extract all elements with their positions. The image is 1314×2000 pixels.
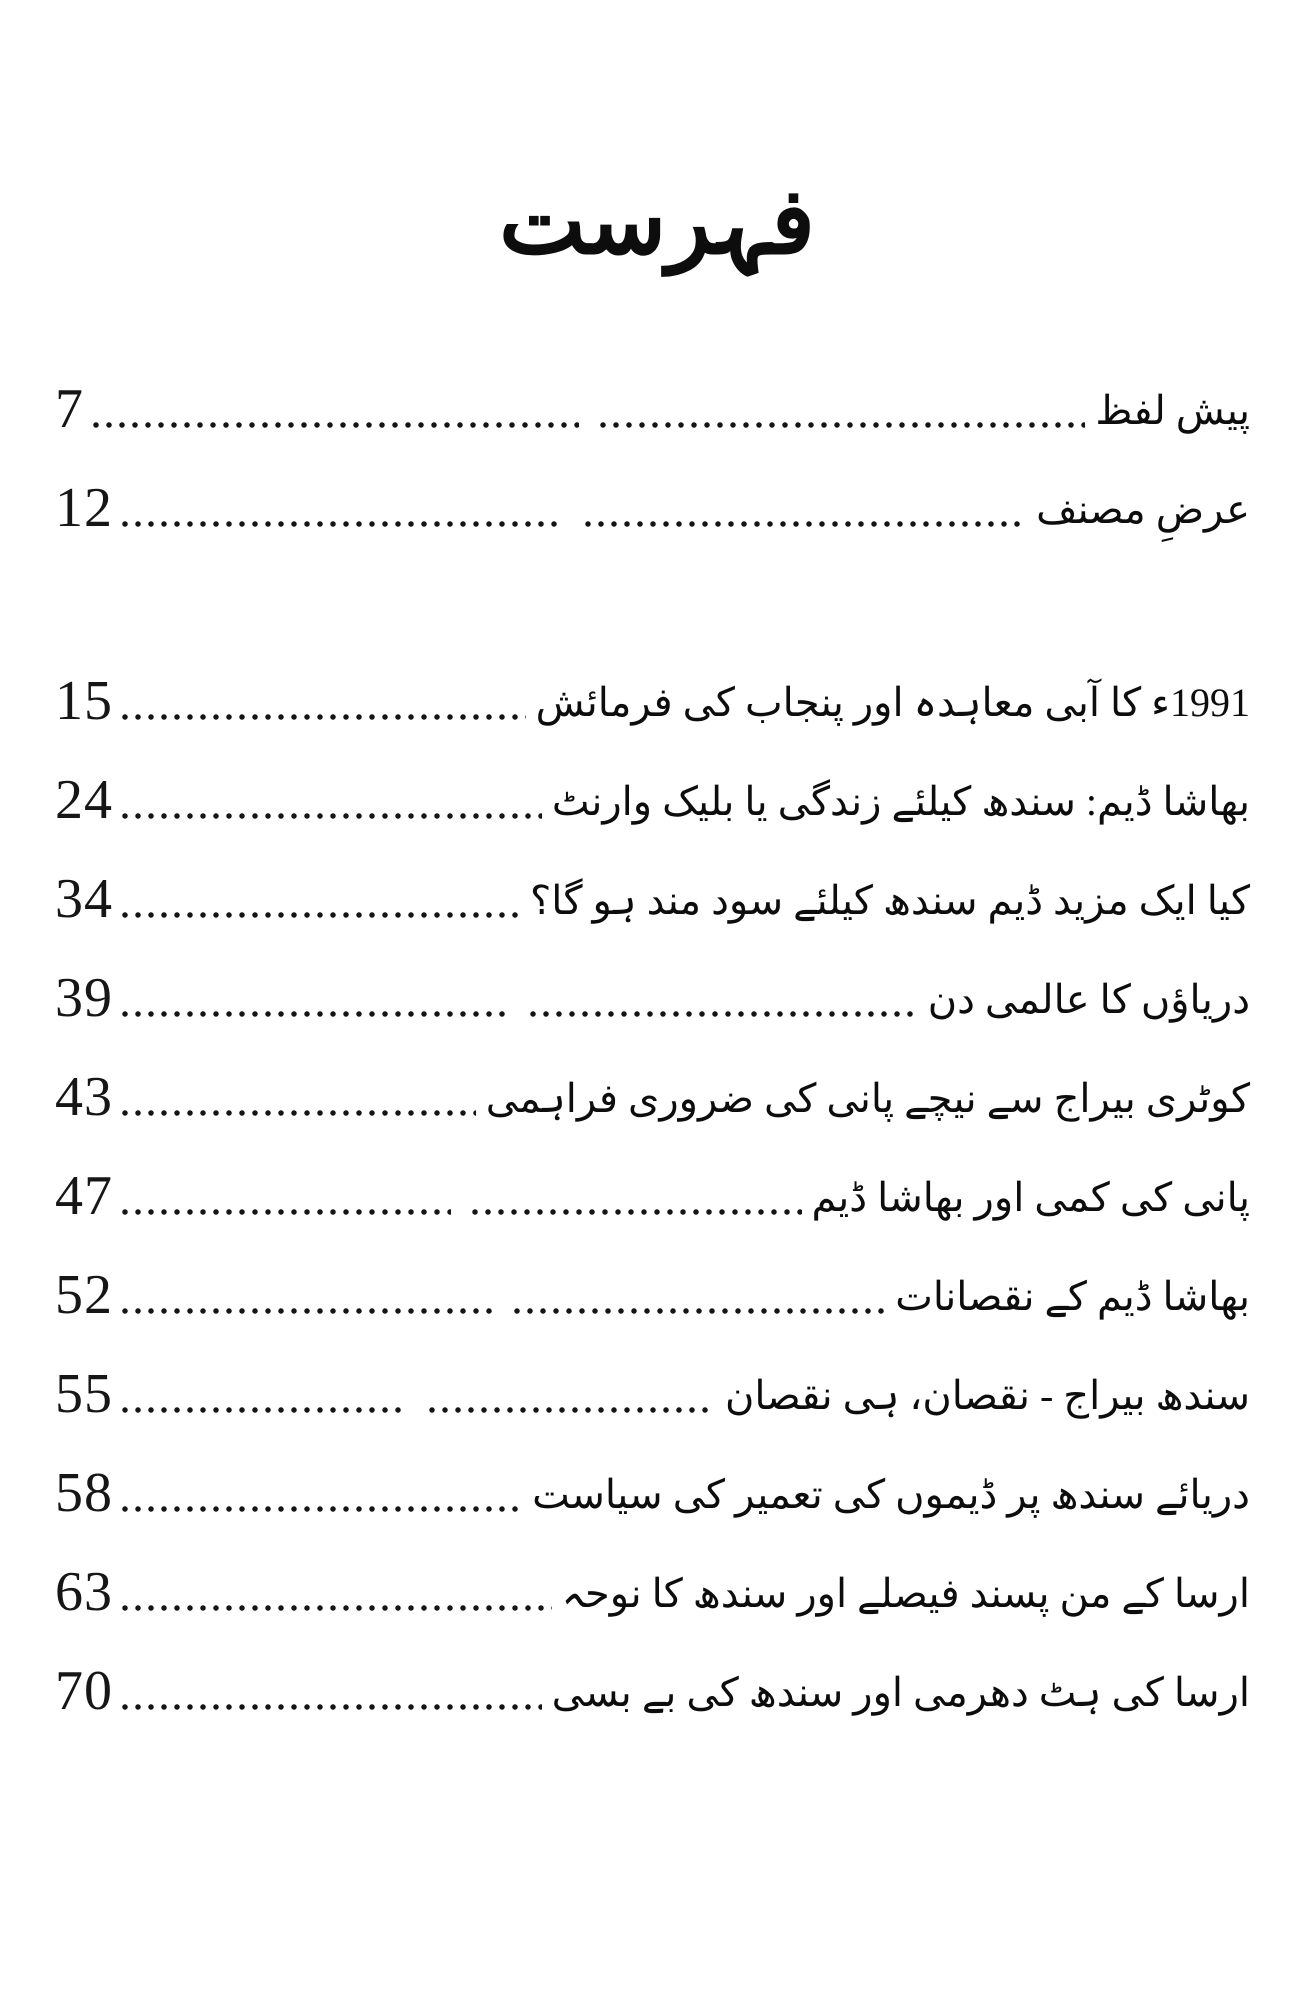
dot-leader: [121, 907, 520, 926]
entry-title: پیش لفظ: [1095, 387, 1250, 433]
page-number: 63: [55, 1560, 113, 1623]
page-number: 47: [55, 1164, 113, 1227]
dot-leader: [121, 516, 1026, 535]
dot-leader-segment: [121, 907, 520, 919]
page-number: 52: [55, 1263, 113, 1326]
dot-leader-segment: [121, 1006, 509, 1018]
page-title: فہرست: [498, 171, 816, 273]
toc-entry: [0, 734, 1314, 833]
toc-entry: [0, 343, 1314, 442]
dot-leader-segment: [584, 516, 1027, 528]
page-number: 70: [55, 1659, 113, 1722]
dot-leader-segment: [121, 516, 564, 528]
toc-entry: [0, 635, 1314, 734]
page-number: 15: [55, 669, 113, 732]
page-number: 58: [55, 1461, 113, 1524]
toc-entry: [0, 1031, 1314, 1130]
page-number: 12: [55, 476, 113, 539]
dot-leader-segment: [121, 808, 542, 820]
toc-entry: [0, 1130, 1314, 1229]
dot-leader: [121, 1600, 552, 1619]
dot-leader: [121, 1006, 918, 1025]
table-of-contents: [0, 343, 1314, 1724]
dot-leader-segment: [428, 1402, 715, 1414]
entry-title: ارسا کی ہٹ دھرمی اور سندھ کی بے بسی: [551, 1669, 1250, 1715]
toc-entry: [0, 1625, 1314, 1724]
dot-leader-segment: [529, 1006, 917, 1018]
dot-leader-segment: [92, 417, 579, 429]
dot-leader-segment: [599, 417, 1086, 429]
dot-leader-segment: [121, 1600, 552, 1612]
dot-leader: [121, 709, 526, 728]
page-number: 24: [55, 768, 113, 831]
entry-title: عرضِ مصنف: [1036, 486, 1250, 532]
dot-leader: [121, 1204, 802, 1223]
entry-title: 1991ء کا آبی معاہدہ اور پنجاب کی فرمائش: [535, 679, 1250, 725]
toc-entry: [0, 833, 1314, 932]
dot-leader: [121, 1699, 542, 1718]
entry-title: دریائے سندھ پر ڈیموں کی تعمیر کی سیاست: [532, 1471, 1250, 1517]
entry-title: بھاشا ڈیم: سندھ کیلئے زندگی یا بلیک وارنٹ: [551, 778, 1250, 824]
toc-entry: [0, 1526, 1314, 1625]
dot-leader: [121, 808, 542, 827]
dot-leader-segment: [121, 1303, 493, 1315]
dot-leader-segment: [471, 1204, 801, 1216]
page-number: 43: [55, 1065, 113, 1128]
page-number: 55: [55, 1362, 113, 1425]
dot-leader: [92, 417, 1085, 436]
entry-title: سندھ بیراج - نقصان، ہی نقصان: [725, 1372, 1250, 1418]
dot-leader: [121, 1402, 715, 1421]
dot-leader-segment: [121, 709, 526, 721]
section-divider-space: [0, 541, 1314, 635]
dot-leader: [121, 1501, 522, 1520]
dot-leader: [121, 1105, 476, 1124]
entry-title: کیا ایک مزید ڈیم سندھ کیلئے سود مند ہو گا؟: [530, 877, 1250, 923]
dot-leader-segment: [121, 1501, 522, 1513]
dot-leader-segment: [121, 1402, 408, 1414]
entry-title: دریاؤں کا عالمی دن: [927, 976, 1250, 1022]
dot-leader-segment: [513, 1303, 885, 1315]
page-number: 7: [55, 377, 84, 440]
page-number: 39: [55, 966, 113, 1029]
entry-title: ارسا کے من پسند فیصلے اور سندھ کا نوحہ: [561, 1570, 1250, 1616]
toc-entry: [0, 442, 1314, 541]
entry-title: پانی کی کمی اور بھاشا ڈیم: [811, 1174, 1250, 1220]
toc-entry: [0, 1229, 1314, 1328]
page-number: 34: [55, 867, 113, 930]
entry-title: بھاشا ڈیم کے نقصانات: [895, 1273, 1250, 1319]
dot-leader-segment: [121, 1699, 542, 1711]
entry-title: کوٹری بیراج سے نیچے پانی کی ضروری فراہمی: [485, 1075, 1250, 1121]
toc-entry: [0, 932, 1314, 1031]
dot-leader: [121, 1303, 885, 1322]
toc-entry: [0, 1427, 1314, 1526]
dot-leader-segment: [121, 1105, 476, 1117]
dot-leader-segment: [121, 1204, 451, 1216]
toc-entry: [0, 1328, 1314, 1427]
